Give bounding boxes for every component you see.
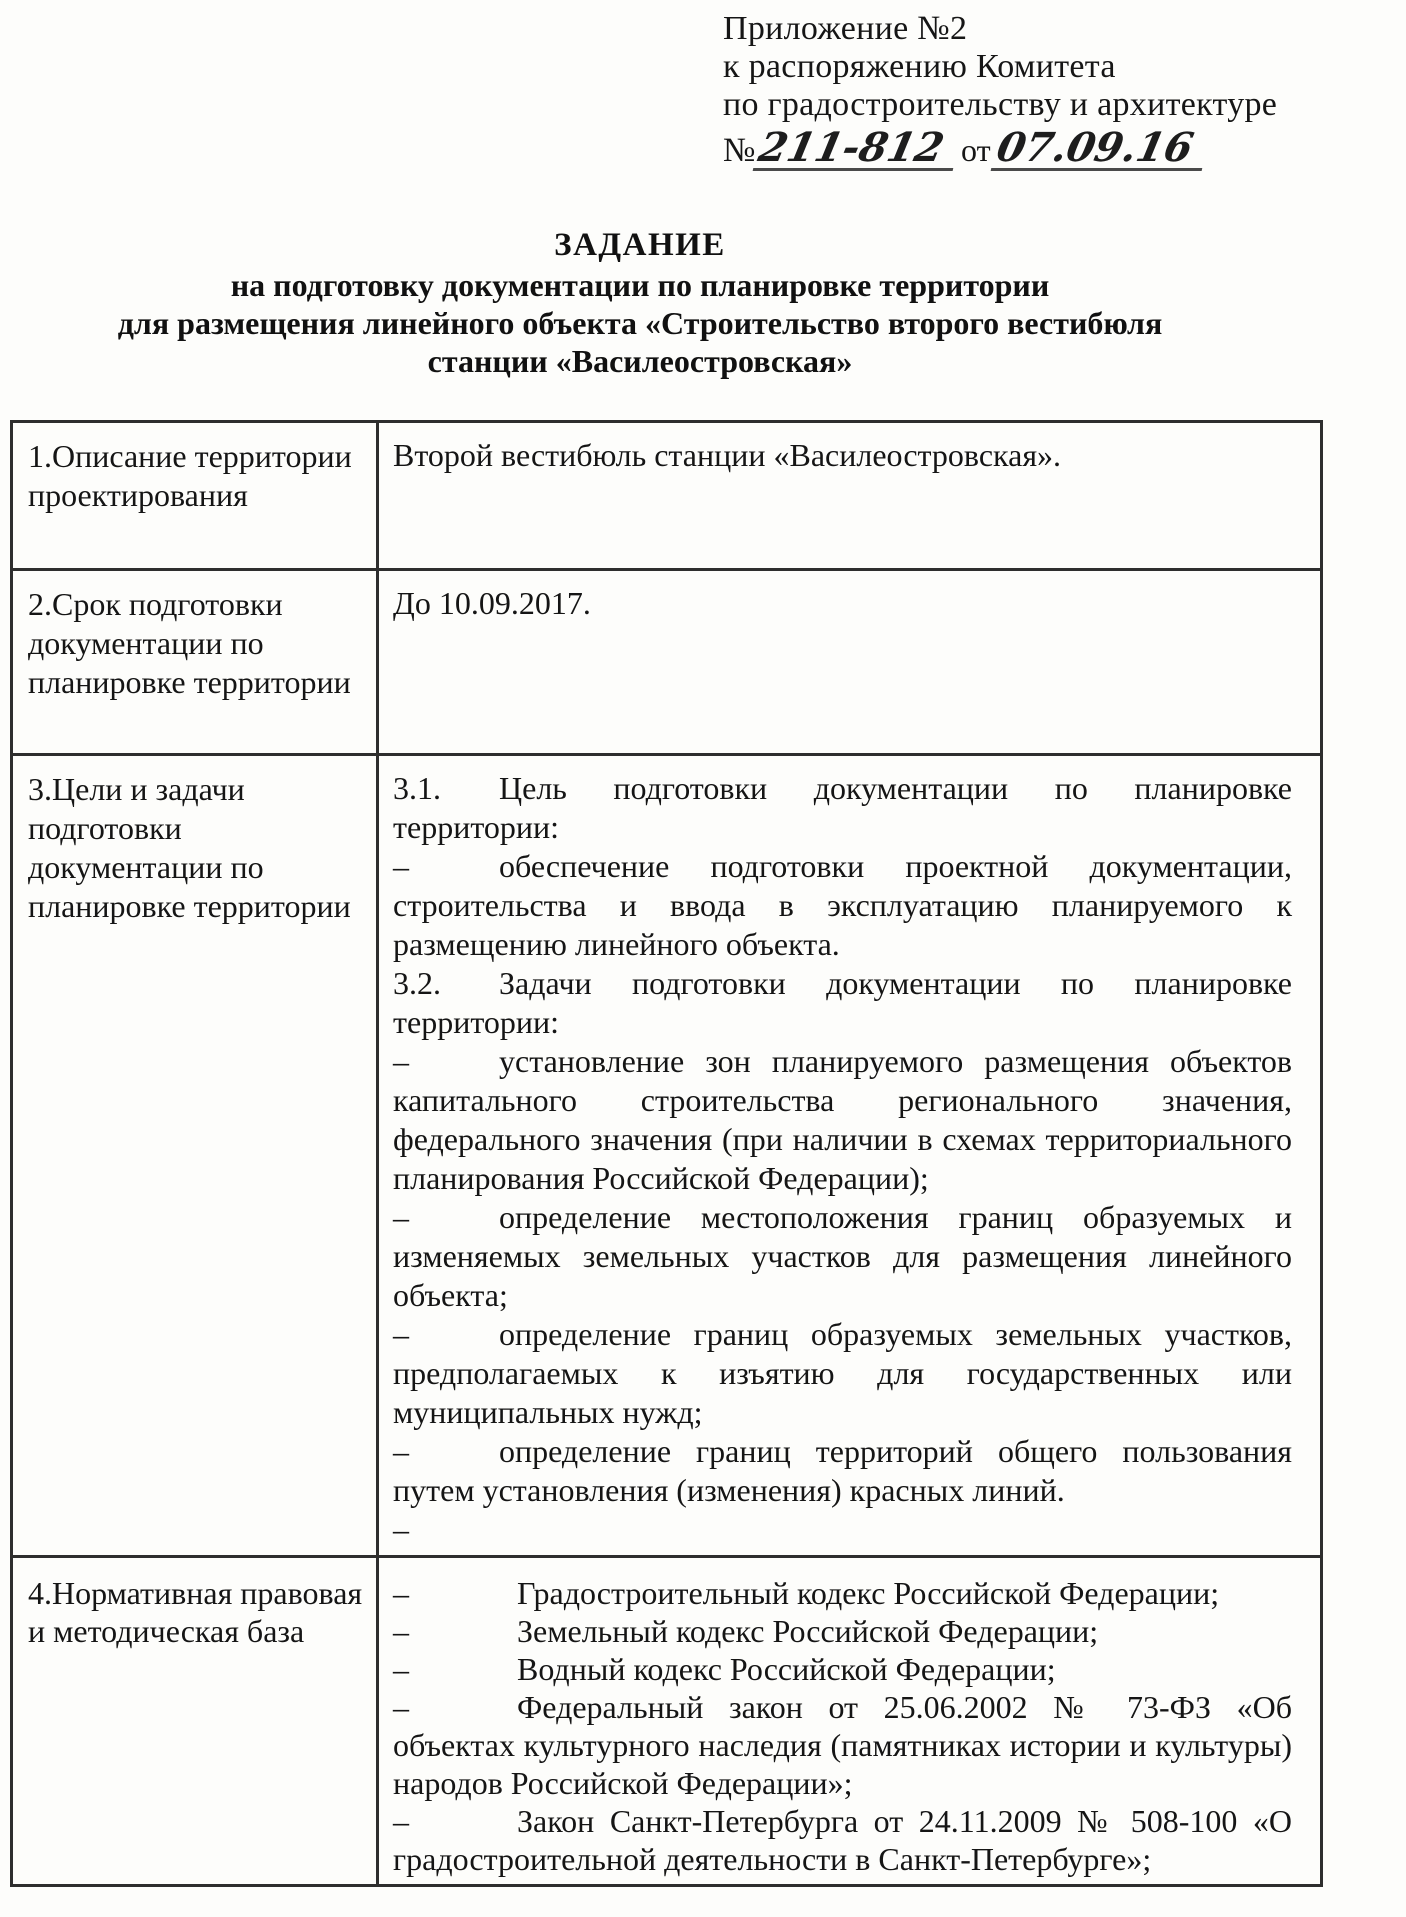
title-line-4: станции «Василеостровская» (427, 343, 853, 379)
paragraph (393, 1574, 1292, 1612)
row-label: 1.Описание территории проектирования (12, 422, 378, 570)
list-dash-marker: – (393, 1651, 409, 1687)
paragraph (393, 1042, 1292, 1198)
list-dash-marker: – (393, 1613, 409, 1649)
paragraph-text: Градостроительный кодекс Российской Федерации; (517, 1575, 1220, 1611)
paragraph-text: установление зон планируемого размещения объектов капитального строительства регионального значения, федерального значения (при наличии в схемах территориального планирования Российской Федерации); (393, 1043, 1292, 1196)
paragraph (393, 1650, 1292, 1688)
list-dash-marker: – (393, 1511, 409, 1547)
paragraph-text: До 10.09.2017. (393, 585, 591, 621)
row-label: 4.Нормативная правовая и методическая база (12, 1557, 378, 1886)
row-content (378, 755, 1322, 1557)
appendix-line-3: по градостроительству и архитектуре (723, 86, 1278, 123)
table-row-deadline (12, 570, 1322, 755)
table-row-legal-basis (12, 1557, 1322, 1886)
list-dash-marker: – (393, 1316, 409, 1352)
title-word: ЗАДАНИЕ (554, 227, 726, 263)
paragraph-text: Земельный кодекс Российской Федерации; (517, 1613, 1099, 1649)
task-table (10, 420, 1323, 1887)
appendix-line-2: к распоряжению Комитета (723, 48, 1116, 85)
table-row-description (12, 422, 1322, 570)
paragraph (393, 1510, 1292, 1549)
number-sign: № (723, 132, 756, 169)
row-label: 2.Срок подготовки документации по планировке территории (12, 570, 378, 755)
paragraph-text: определение границ территорий общего пользования путем установления (изменения) красных линий. (393, 1433, 1292, 1508)
paragraph (393, 1432, 1292, 1510)
paragraph-text: Водный кодекс Российской Федерации; (517, 1651, 1056, 1687)
order-date-handwritten: 07.09.16 (990, 130, 1210, 171)
document-title (0, 226, 1280, 380)
paragraph-text: определение границ образуемых земельных участков, предполагаемых к изъятию для государственных или муниципальных нужд; (393, 1316, 1292, 1430)
paragraph (393, 436, 1292, 475)
paragraph (393, 1612, 1292, 1650)
paragraph (393, 1315, 1292, 1432)
list-dash-marker: – (393, 1803, 409, 1839)
row-content (378, 1557, 1322, 1886)
list-dash-marker: – (393, 1575, 409, 1611)
paragraph-text: Второй вестибюль станции «Василеостровская». (393, 437, 1062, 473)
list-dash-marker: – (393, 1199, 409, 1235)
list-dash-marker: – (393, 1689, 409, 1725)
title-line-2: на подготовку документации по планировке территории (230, 267, 1050, 303)
paragraph-text: Закон Санкт-Петербурга от 24.11.2009 № 508-100 «О градостроительной деятельности в Санкт-Петербурге»; (393, 1803, 1292, 1877)
clause-number-marker: 3.1. (393, 770, 441, 806)
title-line-3: для размещения линейного объекта «Строительство второго вестибюля (117, 305, 1163, 341)
paragraph-text: Задачи подготовки документации по планировке территории: (393, 965, 1292, 1040)
paragraph-text: определение местоположения границ образуемых и изменяемых земельных участков для размещения линейного объекта; (393, 1199, 1292, 1313)
paragraph (393, 847, 1292, 964)
ot-label: от (961, 132, 991, 168)
order-number-handwritten: 211-812 (753, 130, 961, 171)
row-content (378, 570, 1322, 755)
clause-number-marker: 3.2. (393, 965, 441, 1001)
paragraph (393, 1198, 1292, 1315)
list-dash-marker: – (393, 1433, 409, 1469)
row-label: 3.Цели и задачи подготовки документации по планировке территории (12, 755, 378, 1557)
paragraph-text: Федеральный закон от 25.06.2002 № 73-ФЗ «Об объектах культурного наследия (памятниках истории и культуры) народов Российской Федерации»; (393, 1689, 1292, 1801)
list-dash-marker: – (393, 848, 409, 884)
appendix-line-1: Приложение №2 (723, 10, 968, 47)
paragraph (393, 964, 1292, 1042)
order-number-line (723, 124, 1406, 171)
row-content (378, 422, 1322, 570)
table-row-goals (12, 755, 1322, 1557)
paragraph (393, 769, 1292, 847)
appendix-header (723, 10, 1406, 171)
paragraph (393, 1688, 1292, 1802)
paragraph (393, 584, 1292, 623)
list-dash-marker: – (393, 1043, 409, 1079)
paragraph-text: обеспечение подготовки проектной документации, строительства и ввода в эксплуатацию планируемого к размещению линейного объекта. (393, 848, 1292, 962)
paragraph (393, 1802, 1292, 1878)
paragraph-text: Цель подготовки документации по планировке территории: (393, 770, 1292, 845)
